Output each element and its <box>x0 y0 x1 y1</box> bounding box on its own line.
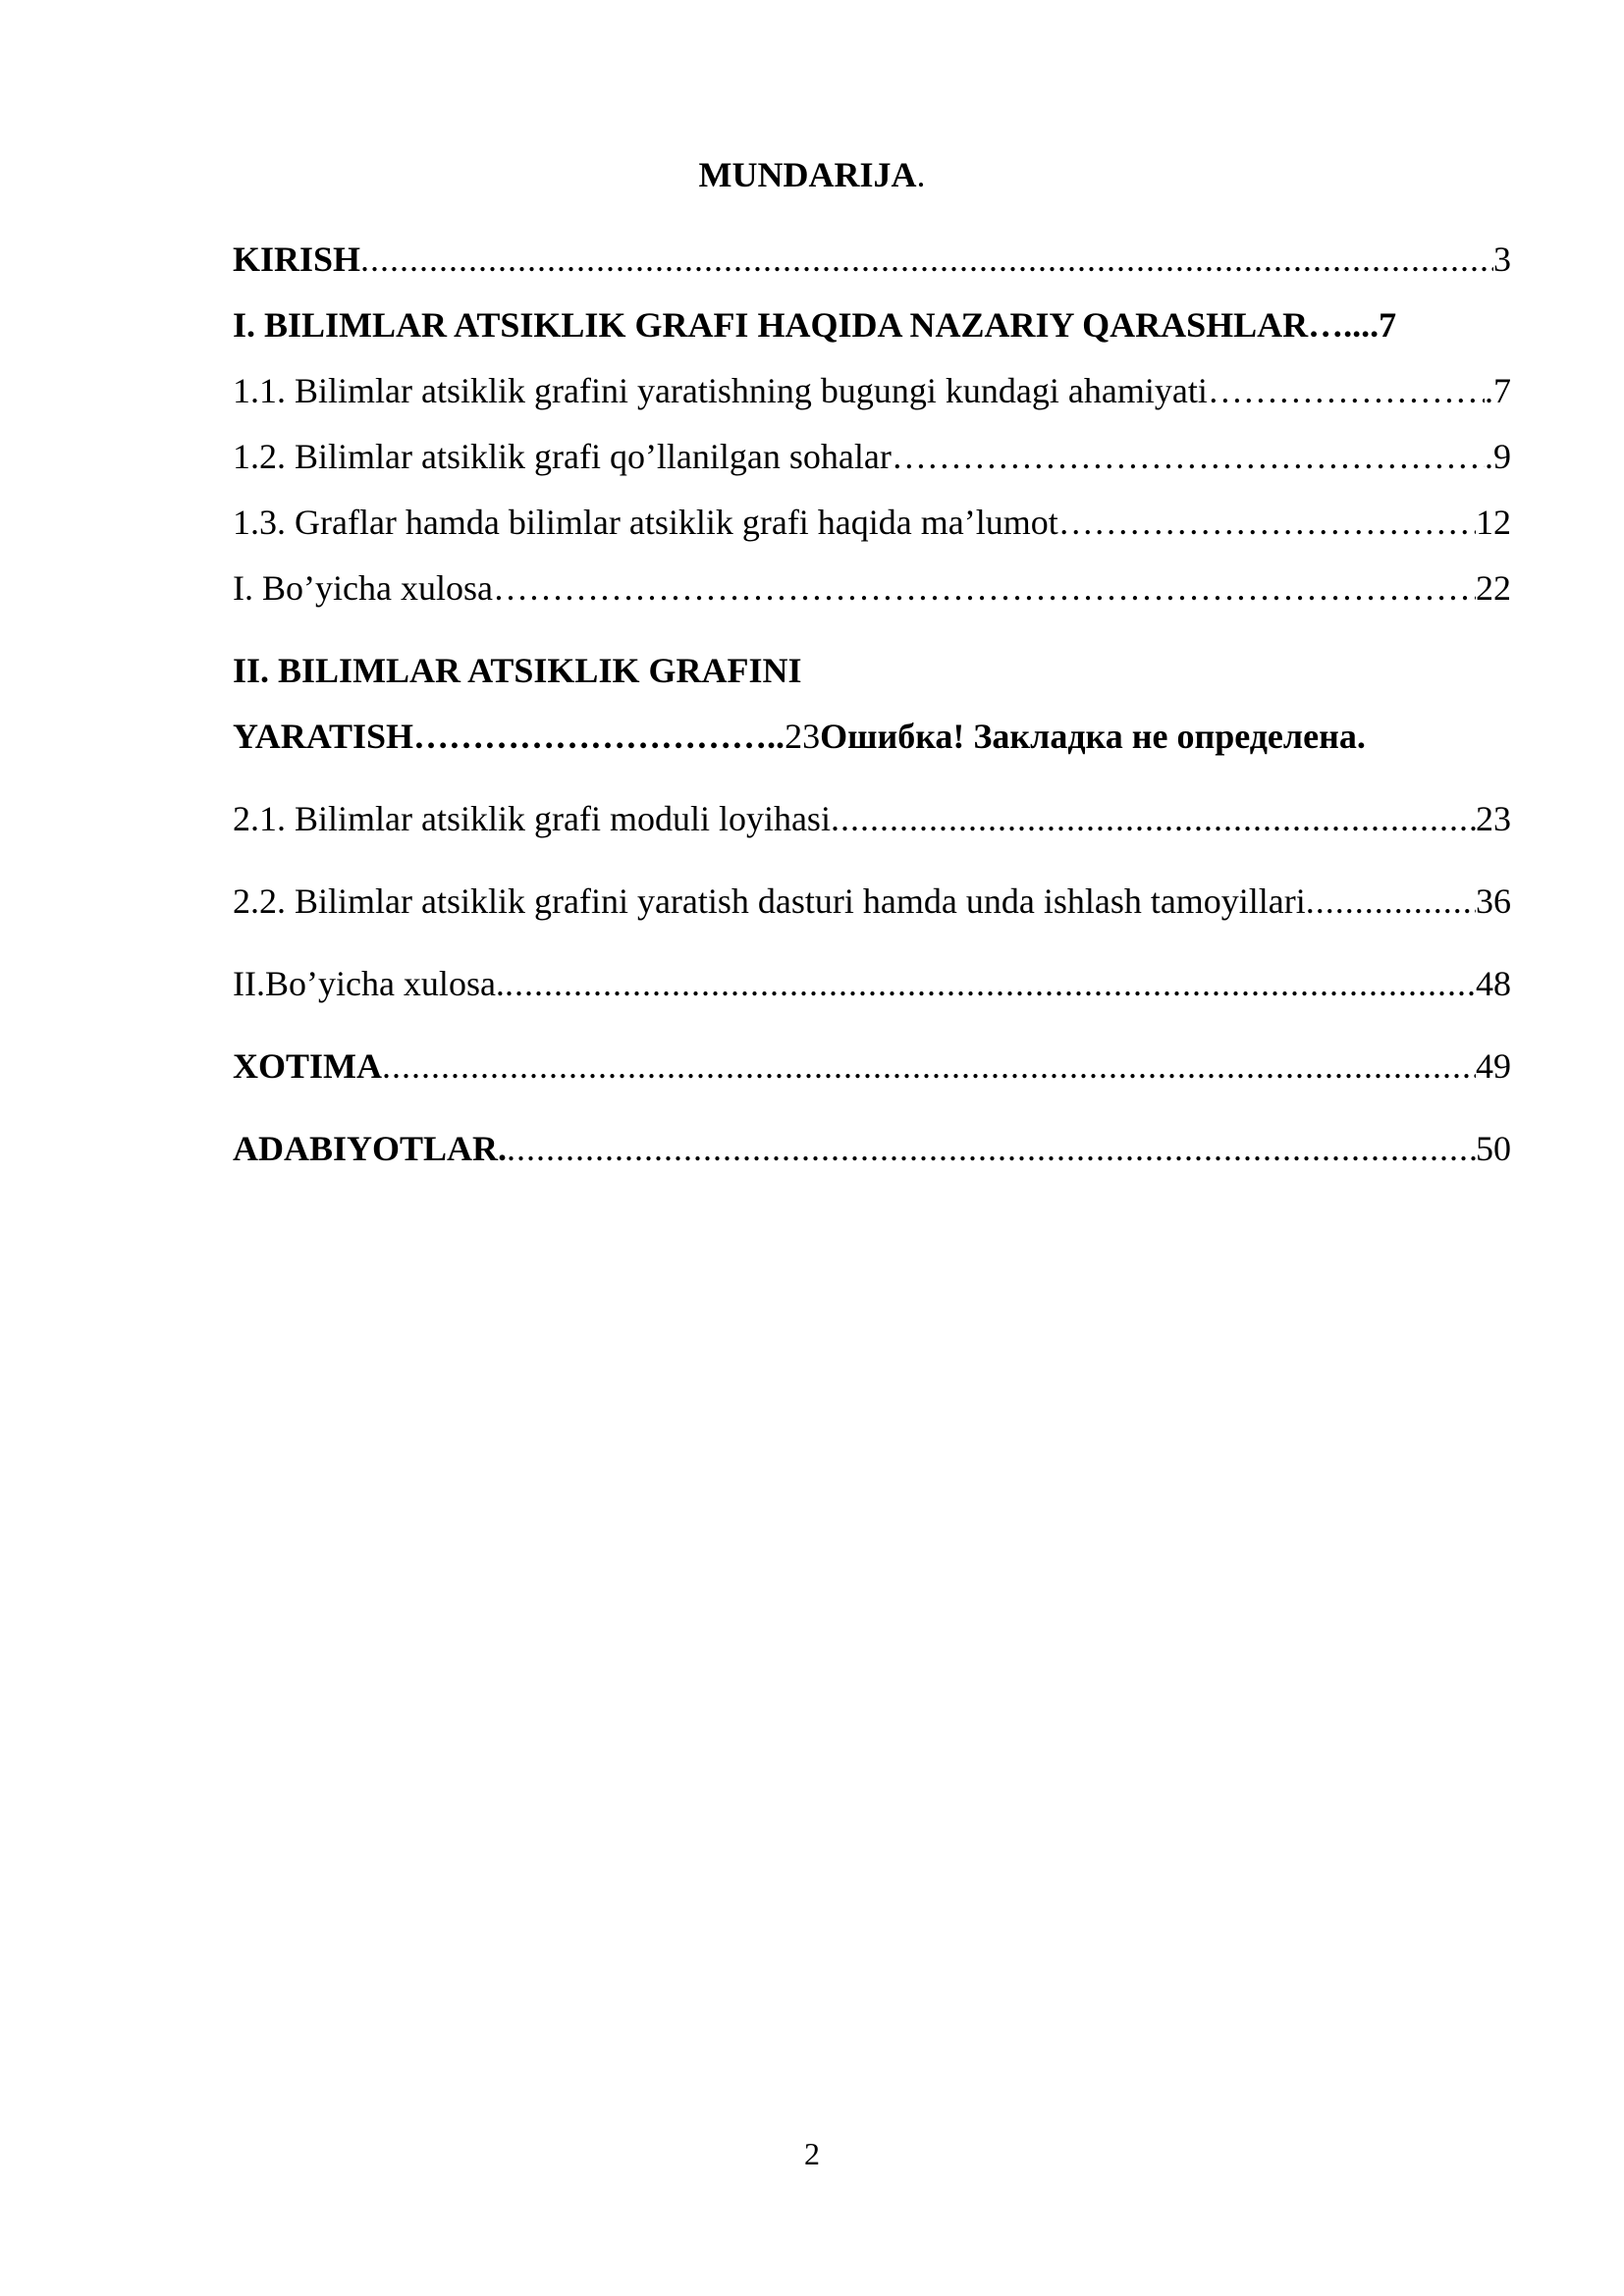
toc-entry-chapter-2-line-1[interactable] <box>233 649 801 692</box>
toc-entry-kirish[interactable] <box>233 238 1511 281</box>
toc-page-number: 48 <box>1476 964 1511 1003</box>
toc-entry-chapter-2-line-2[interactable] <box>233 715 1366 758</box>
toc-entry-conclusion-1[interactable] <box>233 566 1511 610</box>
page-title <box>0 153 1624 196</box>
toc-dot-leader <box>892 435 1485 478</box>
toc-dot-leader <box>831 797 1476 840</box>
toc-dot-leader <box>1058 501 1476 544</box>
toc-page-number: ....7 <box>1343 305 1397 345</box>
page-title-period: . <box>916 155 926 194</box>
toc-dot-leader <box>1208 369 1485 412</box>
toc-entry-section-2-2[interactable] <box>233 880 1511 923</box>
toc-entry-label: 1.3. Graflar hamda bilimlar atsiklik grafi haqida ma’lumot <box>233 503 1058 542</box>
toc-entry-label: 1.2. Bilimlar atsiklik grafi qo’llanilgan sohalar <box>233 437 892 476</box>
toc-entry-label: KIRISH <box>233 240 361 279</box>
toc-entry-section-1-3[interactable] <box>233 501 1511 544</box>
toc-dot-leader <box>382 1044 1476 1088</box>
toc-entry-adabiyotlar[interactable] <box>233 1127 1511 1170</box>
toc-entry-label: I. Bo’yicha xulosa <box>233 568 493 608</box>
page-title-text: MUNDARIJA <box>698 155 917 194</box>
toc-page-number: 22 <box>1476 568 1511 608</box>
toc-entry-label: YARATISH………………………….. <box>233 717 785 756</box>
toc-dot-leader <box>507 1127 1476 1170</box>
bookmark-error-text: Ошибка! Закладка не определена. <box>820 717 1366 756</box>
toc-page-number: 12 <box>1476 503 1511 542</box>
toc-page-number: .9 <box>1485 437 1511 476</box>
toc-dot-leader <box>505 962 1476 1005</box>
toc-entry-chapter-1[interactable] <box>233 303 1511 347</box>
toc-entry-label: I. BILIMLAR ATSIKLIK GRAFI HAQIDA NAZARIY QARASHLAR… <box>233 305 1344 345</box>
toc-entry-label: 2.1. Bilimlar atsiklik grafi moduli loyihasi <box>233 799 831 838</box>
toc-entry-conclusion-2[interactable] <box>233 962 1511 1005</box>
toc-entry-section-2-1[interactable] <box>233 797 1511 840</box>
toc-entry-label: XOTIMA <box>233 1046 382 1086</box>
toc-entry-section-1-2[interactable] <box>233 435 1511 478</box>
toc-page-number: 3 <box>1493 240 1511 279</box>
toc-entry-label: II. BILIMLAR ATSIKLIK GRAFINI <box>233 651 802 690</box>
toc-entry-section-1-1[interactable] <box>233 369 1511 412</box>
toc-entry-label: 2.2. Bilimlar atsiklik grafini yaratish dasturi hamda unda ishlash tamoyillari <box>233 881 1306 921</box>
toc-dot-leader <box>493 566 1476 610</box>
toc-page-number: 49 <box>1476 1046 1511 1086</box>
toc-entry-label: ADABIYOTLAR. <box>233 1129 508 1168</box>
toc-page-number: 23 <box>1476 799 1511 838</box>
toc-dot-leader <box>360 238 1493 281</box>
toc-page-number: 23 <box>785 717 821 756</box>
toc-page-number: .7 <box>1485 371 1511 410</box>
toc-page-number: 50 <box>1476 1129 1511 1168</box>
toc-entry-xotima[interactable] <box>233 1044 1511 1088</box>
toc-entry-label: 1.1. Bilimlar atsiklik grafini yaratishning bugungi kundagi ahamiyati <box>233 371 1208 410</box>
toc-entry-label: II.Bo’yicha xulosa. <box>233 964 505 1003</box>
toc-dot-leader <box>1306 880 1476 923</box>
page-number: 2 <box>804 2136 820 2171</box>
toc-page-number: 36 <box>1476 881 1511 921</box>
